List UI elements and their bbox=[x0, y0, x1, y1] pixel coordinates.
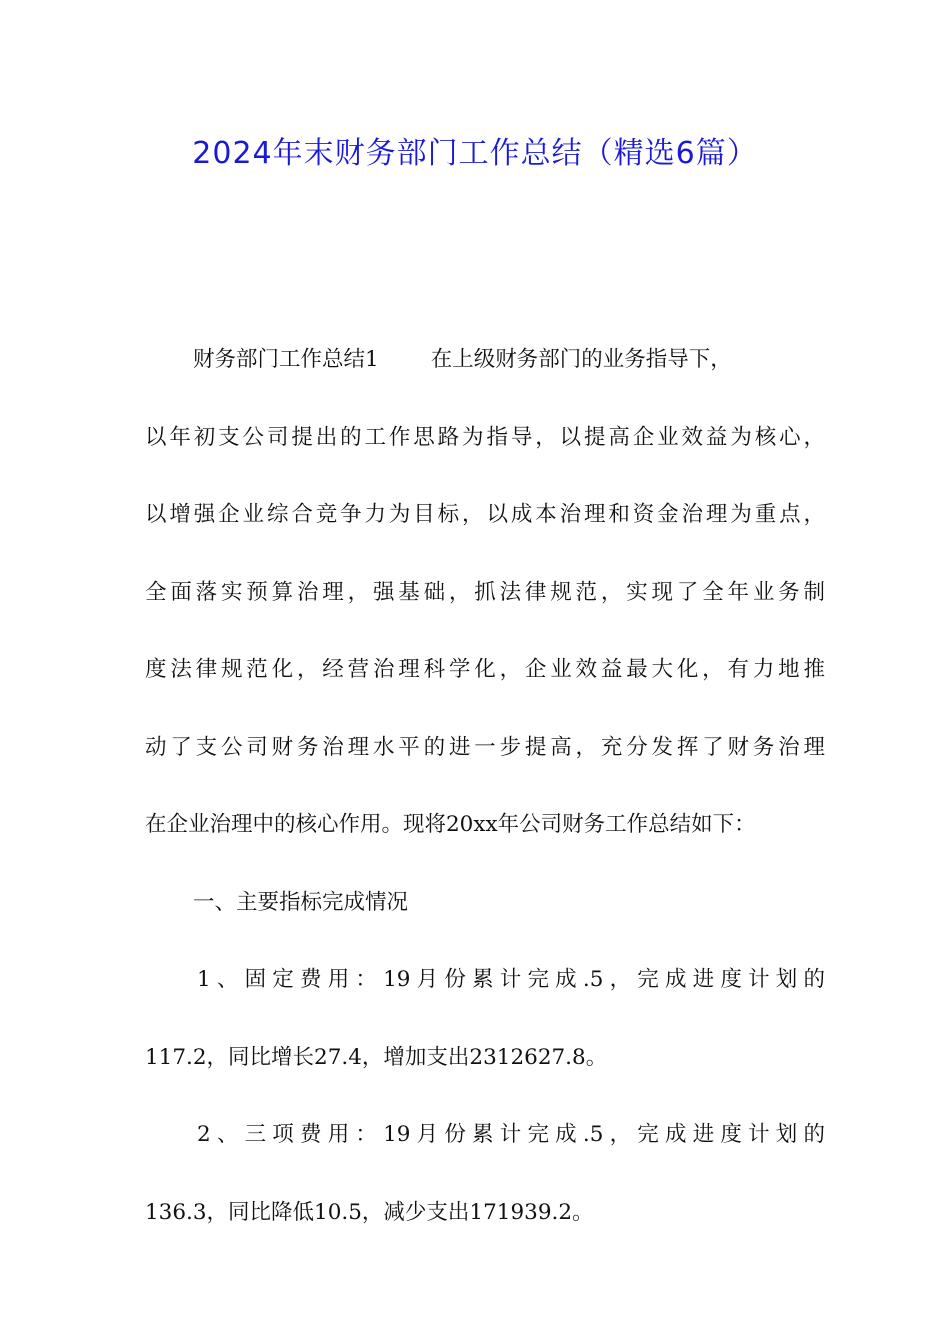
list-item-line: 136.3，同比降低10.5，减少支出171939.2。 bbox=[145, 1199, 594, 1225]
paragraph-line bbox=[145, 334, 825, 412]
document-body bbox=[145, 334, 825, 1264]
list-item-line: 117.2，同比增长27.4，增加支出2312627.8。 bbox=[145, 1044, 608, 1070]
document-title: 2024年末财务部门工作总结（精选6篇） bbox=[192, 136, 758, 171]
paragraph-line: 以年初支公司提出的工作思路为指导，以提高企业效益为核心， bbox=[145, 424, 825, 450]
paragraph-text: 在上级财务部门的业务指导下， bbox=[430, 347, 732, 372]
paragraph-line: 动了支公司财务治理水平的进一步提高，充分发挥了财务治理 bbox=[145, 734, 825, 760]
list-item-line: 1、固定费用：19月份累计完成.5，完成进度计划的 bbox=[197, 967, 825, 992]
paragraph-line: 以增强企业综合竞争力为目标，以成本治理和资金治理为重点， bbox=[145, 502, 825, 527]
paragraph-line: 度法律规范化，经营治理科学化，企业效益最大化，有力地推 bbox=[145, 657, 825, 682]
list-item-line: 2、三项费用：19月份累计完成.5，完成进度计划的 bbox=[197, 1122, 825, 1147]
paragraph-line: 在企业治理中的核心作用。现将20xx年公司财务工作总结如下： bbox=[145, 812, 756, 837]
section-heading: 财务部门工作总结1 bbox=[193, 347, 379, 372]
subheading: 一、主要指标完成情况 bbox=[193, 889, 409, 915]
paragraph-line: 全面落实预算治理，强基础，抓法律规范，实现了全年业务制 bbox=[145, 579, 825, 605]
